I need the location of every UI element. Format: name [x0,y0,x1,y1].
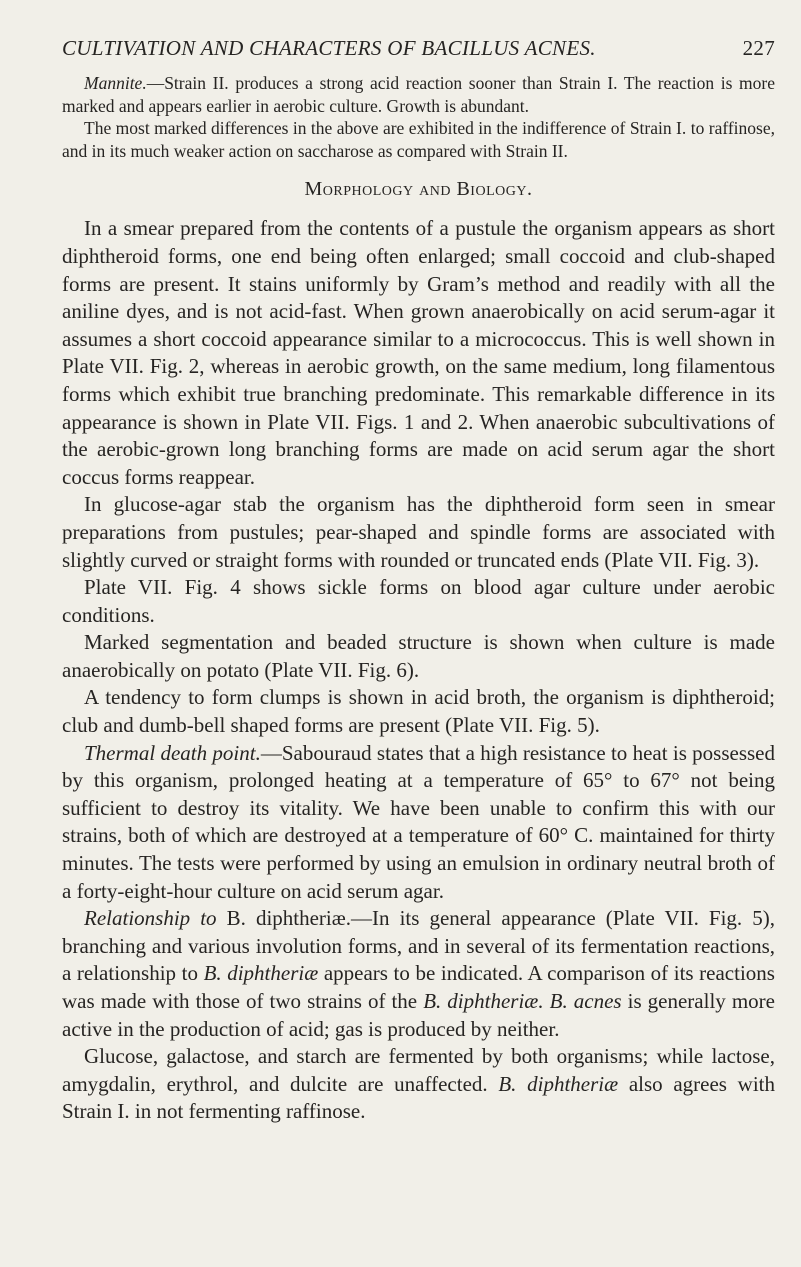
glucose-agar-paragraph: In glucose-agar stab the organism has the diphtheroid form seen in smear preparations from pustules; pear-shaped and spindle forms are associated with slightly curved or straight forms with rounded or truncated ends (Plate VII. Fig. 3). [62,492,775,572]
relationship-species-3: B. acnes [549,989,622,1013]
fermentation-species: B. diphtheriæ [498,1071,619,1096]
clumps-paragraph: A tendency to form clumps is shown in acid broth, the organism is diphtheroid; club and dumb-bell shaped forms are present (Plate VII. Fig. 5). [62,685,775,738]
morphology-paragraph: In a smear prepared from the contents of a pustule the organism appears as short diphtheroid forms, one end being often enlarged; small coccoid and club-shaped forms are present. It stains uniformly by Gram’s method and readily with all the aniline dyes, and is not acid-fast. When grown anaerobically on acid serum-agar it assumes a short coccoid appearance similar to a micrococcus. This is well shown in Plate VII. Fig. 2, whereas in aerobic growth, on the same medium, long filamentous forms which exhibit true branching predominate. This remarkable difference in its appearance is shown in Plate VII. Figs. 1 and 2. When anaerobic subcultivations of the aerobic-grown long branching forms are made on acid serum agar the short coccus forms reappear. [62,216,775,489]
relationship-species-1: B. diphtheriæ [203,961,319,986]
relationship-text-2: appears to be indicated. A comparison of its reactions was made with those of two strains of the [62,961,775,1013]
page-number: 227 [742,36,775,60]
thermal-text: —Sabouraud states that a high resistance to heat is possessed by this organism, prolonged heating at a temperature of 65° to 67° not being sufficient to destroy its vitality. We have been unable to confirm this with our strains, both of which are destroyed at a temperature of 60° C. maintained for thirty minutes. The tests were performed by using an emulsion in ordinary neutral broth of a forty-eight-hour culture on acid serum agar. [62,740,775,903]
page-body [62,72,775,1126]
fermentation-paragraph [62,1043,775,1126]
sickle-forms-paragraph: Plate VII. Fig. 4 shows sickle forms on blood agar culture under aerobic conditions. [62,575,775,627]
mannite-lead: Mannite. [84,73,147,93]
fermentation-text-1: Glucose, galactose, and starch are fermented by both organisms; while lactose, amygdalin, erythrol, and dulcite are unaffected. [62,1044,775,1096]
thermal-lead: Thermal death point. [84,740,261,765]
relationship-species-2: B. diphtheriæ. [423,989,544,1013]
running-title: CULTIVATION AND CHARACTERS OF BACILLUS ACNES. [62,36,596,60]
mannite-paragraph [62,72,775,117]
running-head [62,36,775,61]
differences-paragraph: The most marked differences in the above are exhibited in the indifference of Strain I. to raffinose, and in its much weaker action on saccharose as compared with Strain II. [62,118,775,161]
section-heading: Morphology and Biology. [304,178,533,201]
thermal-death-paragraph [62,740,775,906]
fermentation-text-2: also agrees with Strain I. in not fermenting raffinose. [62,1071,775,1124]
relationship-text-4: is generally more active in the production of acid; gas is produced by neither. [62,989,775,1041]
relationship-text-1: —In its general appearance (Plate VII. Fig. 5), branching and various involution forms, and in several of its fermentation reactions, a relationship to [62,906,775,986]
relationship-paragraph [62,905,775,1043]
relationship-lead: Relationship to [84,906,217,931]
relationship-lead-rest: B. diphtheriæ. [216,906,352,931]
mannite-text: —Strain II. produces a strong acid reaction sooner than Strain I. The reaction is more marked and appears earlier in aerobic culture. Growth is abundant. [62,73,775,116]
segmentation-paragraph: Marked segmentation and beaded structure is shown when culture is made anaerobically on potato (Plate VII. Fig. 6). [62,630,775,682]
